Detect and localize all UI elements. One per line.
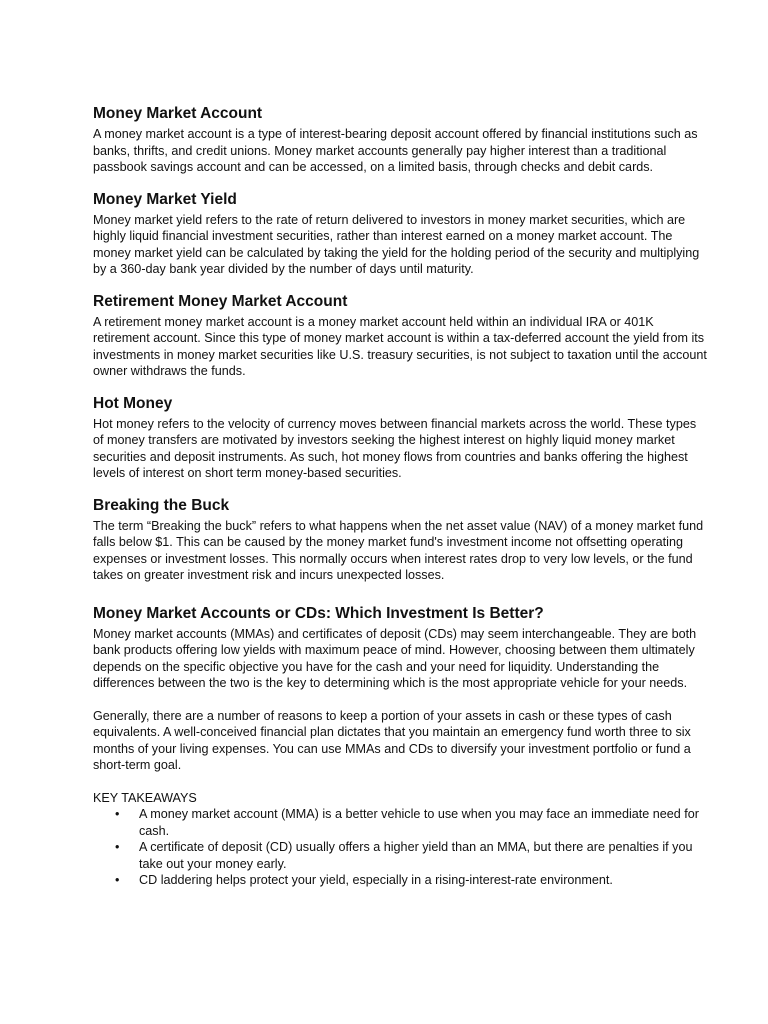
section-paragraph: Hot money refers to the velocity of currency moves between financial markets across the world. These types of money transfers are motivated by investors seeking the highest interest on highly liquid money market securities and deposit instruments. As such, hot money flows from countries and banks offering the highest levels of interest on short term money-based securities. [93,416,697,480]
list-item-text: A money market account (MMA) is a better vehicle to use when you may face an immediate need for cash. [139,807,699,838]
section-heading: Money Market Yield [93,190,237,208]
bullet-icon: • [115,807,120,821]
section-hot-money [93,394,708,482]
bullet-icon: • [115,840,120,854]
list-item-text: CD laddering helps protect your yield, especially in a rising-interest-rate environment. [139,873,613,887]
section-paragraph: The term “Breaking the buck” refers to what happens when the net asset value (NAV) of a money market fund falls below $1. This can be caused by the money market fund's investment income not offsetting operating expenses or investment losses. This normally occurs when interest rates drop to very low levels, or the fund takes on greater investment risk and incurs unexpected losses. [93,518,704,582]
list-item-text: A certificate of deposit (CD) usually offers a higher yield than an MMA, but there are penalties if you take out your money early. [139,840,693,871]
section-heading: Money Market Accounts or CDs: Which Investment Is Better? [93,604,544,622]
section-paragraph: Generally, there are a number of reasons to keep a portion of your assets in cash or these types of cash equivalents. A well-conceived financial plan dictates that you maintain an emergency fund worth three to six months of your living expenses. You can use MMAs and CDs to diversify your investment portfolio or fund a short-term goal. [93,708,691,772]
section-money-market-account [93,104,708,176]
section-heading: Breaking the Buck [93,496,230,514]
key-takeaways-label: KEY TAKEAWAYS [93,790,197,805]
section-heading: Retirement Money Market Account [93,292,348,310]
section-heading: Money Market Account [93,105,263,122]
list-item [93,872,708,889]
section-paragraph: A money market account is a type of interest-bearing deposit account offered by financial institutions such as banks, thrifts, and credit unions. Money market accounts generally pay higher interest than a traditional passbook savings account and can be accessed, on a limited basis, through checks and debit cards. [93,127,698,174]
section-mma-vs-cds [93,604,708,889]
section-heading: Hot Money [93,394,173,412]
bullet-icon: • [115,873,120,887]
section-money-market-yield [93,190,708,278]
section-paragraph: A retirement money market account is a money market account held within an individual IRA or 401K retirement account. Since this type of money market account is within a tax-deferred account the yield from its investments in money market securities like U.S. treasury securities, is not subject to taxation until the account owner withdraws the funds. [93,314,707,378]
section-paragraph: Money market accounts (MMAs) and certificates of deposit (CDs) may seem interchangeable. They are both bank products offering low yields with maximum peace of mind. However, choosing between them ultimately depends on the specific objective you have for the cash and your need for liquidity. Understanding the differences between the two is the key to determining which is the most appropriate vehicle for your needs. [93,626,697,690]
section-paragraph: Money market yield refers to the rate of return delivered to investors in money market securities, which are highly liquid financial investment securities, rather than interest earned on a money market account. The money market yield can be calculated by taking the yield for the holding period of the security and multiplying by a 360-day bank year divided by the number of days until maturity. [93,212,700,276]
section-breaking-the-buck [93,496,708,584]
list-item [93,839,708,872]
list-item [93,806,708,839]
key-takeaways-list [93,806,708,889]
section-retirement-money-market-account [93,292,708,380]
